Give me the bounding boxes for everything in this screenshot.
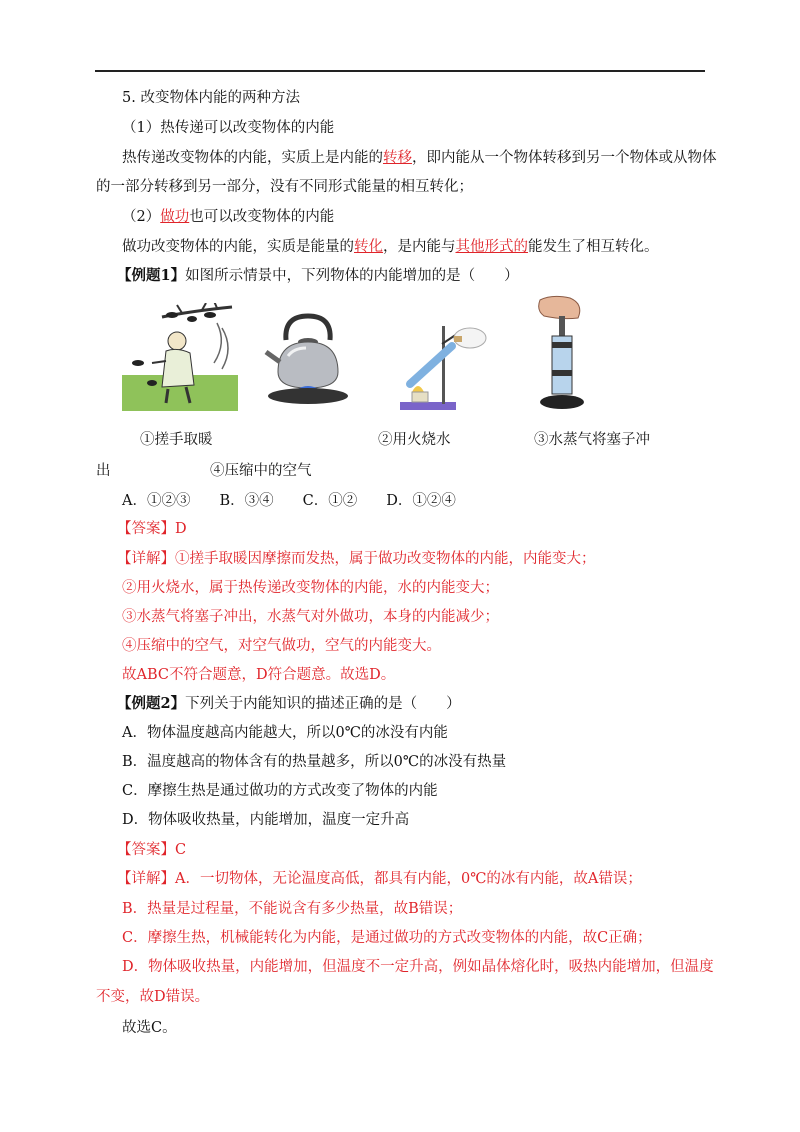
example-1-detail-2: ②用火烧水，属于热传递改变物体的内能，水的内能变大； [122,580,499,596]
caption-3: ③水蒸气将塞子冲 [534,432,650,448]
example-1-detail-1: 【详解】①搓手取暖因摩擦而发热，属于做功改变物体的内能，内能变大； [117,551,596,567]
example-2-option-a: A．物体温度越高内能越大，所以0℃的冰没有内能 [122,725,448,741]
method-2-heading: （2）做功也可以改变物体的内能 [122,209,335,225]
caption-1: ①搓手取暖 [140,432,213,448]
keyword-conversion: 转化 [354,239,383,255]
caption-3-cont: 出 [96,463,111,479]
rubbing-hands-figure [122,303,238,411]
example-1-detail-4: ④压缩中的空气，对空气做功，空气的内能变大。 [122,638,441,654]
caption-4: ④压缩中的空气 [210,463,312,479]
example-1-detail-3: ③水蒸气将塞子冲出，水蒸气对外做功，本身的内能减少； [122,609,499,625]
example-2-detail-2: B．热量是过程量，不能说含有多少热量，故B错误； [122,901,463,917]
example-2-option-c: C．摩擦生热是通过做功的方式改变了物体的内能 [122,783,438,799]
example-1-options: A．①②③ B．③④ C．①② D．①②④ [122,493,456,509]
kettle-figure [262,312,354,408]
example-2-detail-1: 【详解】A．一切物体，无论温度高低，都具有内能，0℃的冰有内能，故A错误； [117,871,642,887]
section-title: 5. 改变物体内能的两种方法 [122,90,300,106]
steam-stopper-figure [390,322,490,414]
example-2-detail-3: C．摩擦生热，机械能转化为内能，是通过做功的方式改变物体的内能，故C正确； [122,930,652,946]
heat-transfer-text: 热传递改变物体的内能，实质上是内能的转移，即内能从一个物体转移到另一个物体或从物体 [122,150,717,166]
keyword-other-forms: 其他形式的 [455,239,528,255]
example-2-detail-4: D．物体吸收热量，内能增加，但温度不一定升高，例如晶体熔化时，吸热内能增加，但温度 [122,959,714,975]
example-2-question: 【例题2】下列关于内能知识的描述正确的是（ ） [117,695,461,712]
example-2-answer: 【答案】C [117,842,187,858]
example-1-tag: 【例题1】 [117,267,186,284]
example-1-question: 【例题1】如图所示情景中，下列物体的内能增加的是（ ） [117,267,519,284]
keyword-transfer: 转移 [383,150,412,166]
example-1-detail-5: 故ABC不符合题意，D符合题意。故选D。 [122,667,396,683]
work-text: 做功改变物体的内能，实质是能量的转化，是内能与其他形式的能发生了相互转化。 [122,239,659,255]
keyword-work: 做功 [160,209,190,225]
method-1-heading: （1）热传递可以改变物体的内能 [122,120,335,136]
example-1-answer: 【答案】D [117,521,187,537]
example-2-option-d: D．物体吸收热量，内能增加，温度一定升高 [122,812,410,828]
air-pump-figure [532,294,592,412]
example-2-conclusion: 故选C。 [122,1020,177,1036]
caption-2: ②用火烧水 [378,432,451,448]
example-2-option-b: B．温度越高的物体含有的热量越多，所以0℃的冰没有热量 [122,754,507,770]
heat-transfer-text-cont: 的一部分转移到另一部分，没有不同形式能量的相互转化； [96,179,473,195]
example-2-detail-5: 不变，故D错误。 [96,989,210,1005]
example-2-tag: 【例题2】 [117,695,186,712]
header-rule [95,70,705,72]
